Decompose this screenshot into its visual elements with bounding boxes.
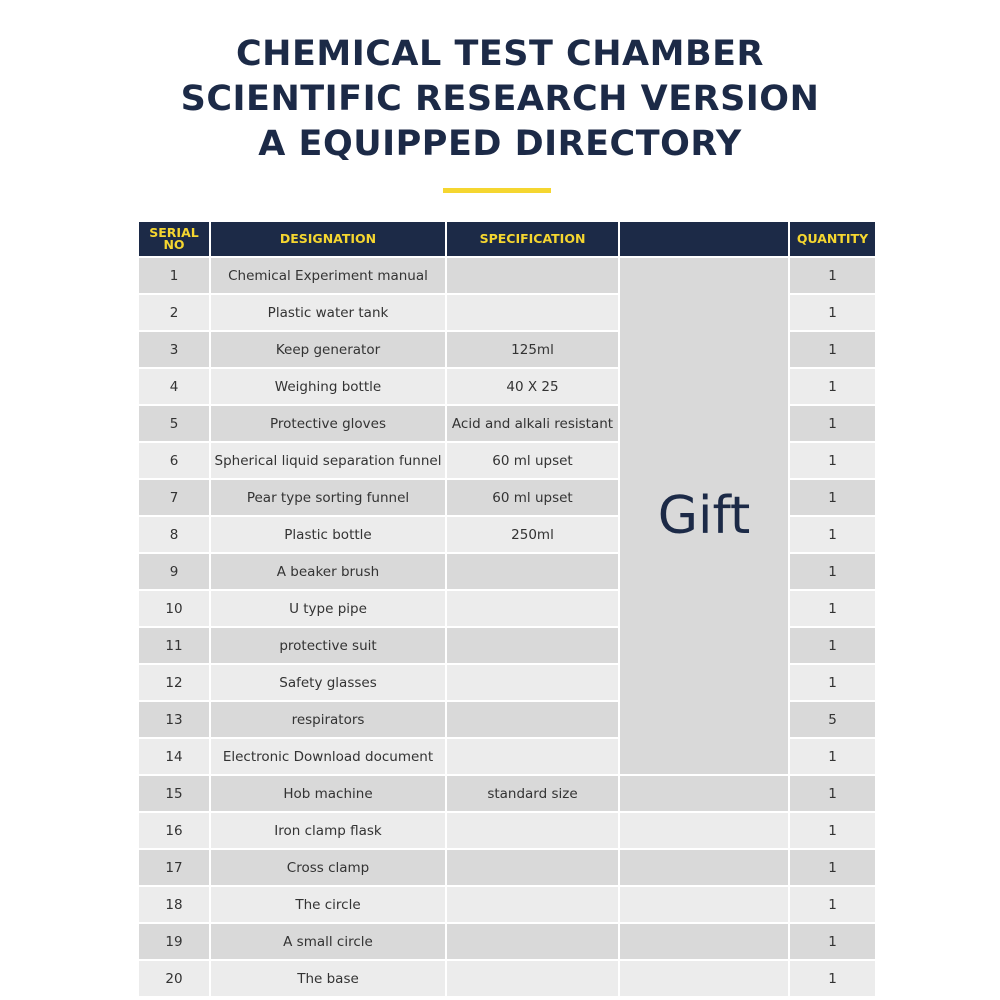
header-serial-line-2: NO — [163, 237, 185, 252]
designation-cell: Hob machine — [211, 776, 445, 811]
quantity-cell: 1 — [790, 887, 875, 922]
serial-cell: 15 — [139, 776, 209, 811]
serial-cell: 18 — [139, 887, 209, 922]
table-row — [139, 887, 875, 922]
table-header-row — [139, 222, 875, 256]
quantity-cell: 1 — [790, 591, 875, 626]
quantity-cell: 1 — [790, 406, 875, 441]
serial-cell: 6 — [139, 443, 209, 478]
table-row — [139, 813, 875, 848]
quantity-cell: 1 — [790, 554, 875, 589]
table-row — [139, 258, 875, 293]
designation-cell: Electronic Download document — [211, 739, 445, 774]
specification-cell: 40 X 25 — [447, 369, 618, 404]
serial-cell: 4 — [139, 369, 209, 404]
quantity-cell: 1 — [790, 517, 875, 552]
specification-cell — [447, 887, 618, 922]
specification-cell — [447, 554, 618, 589]
header-specification: SPECIFICATION — [447, 222, 618, 256]
serial-cell: 1 — [139, 258, 209, 293]
designation-cell: protective suit — [211, 628, 445, 663]
serial-cell: 2 — [139, 295, 209, 330]
designation-cell: respirators — [211, 702, 445, 737]
designation-cell: A small circle — [211, 924, 445, 959]
quantity-cell: 1 — [790, 850, 875, 885]
quantity-cell: 1 — [790, 332, 875, 367]
specification-cell: Acid and alkali resistant — [447, 406, 618, 441]
title-line-1: CHEMICAL TEST CHAMBER — [236, 34, 764, 74]
quantity-cell: 1 — [790, 924, 875, 959]
specification-cell: 60 ml upset — [447, 443, 618, 478]
serial-cell: 7 — [139, 480, 209, 515]
specification-cell: 125ml — [447, 332, 618, 367]
serial-cell: 16 — [139, 813, 209, 848]
table-row — [139, 924, 875, 959]
quantity-cell: 1 — [790, 443, 875, 478]
blank-cell — [620, 850, 788, 885]
designation-cell: The base — [211, 961, 445, 996]
header-blank — [620, 222, 788, 256]
blank-cell — [620, 776, 788, 811]
serial-cell: 11 — [139, 628, 209, 663]
gift-cell: Gift — [620, 258, 788, 774]
specification-cell — [447, 961, 618, 996]
serial-cell: 17 — [139, 850, 209, 885]
designation-cell: Spherical liquid separation funnel — [211, 443, 445, 478]
title-line-3: A EQUIPPED DIRECTORY — [258, 124, 742, 164]
serial-cell: 13 — [139, 702, 209, 737]
serial-cell: 5 — [139, 406, 209, 441]
quantity-cell: 1 — [790, 813, 875, 848]
serial-cell: 9 — [139, 554, 209, 589]
designation-cell: Chemical Experiment manual — [211, 258, 445, 293]
blank-cell — [620, 961, 788, 996]
designation-cell: Plastic bottle — [211, 517, 445, 552]
designation-cell: Keep generator — [211, 332, 445, 367]
designation-cell: Safety glasses — [211, 665, 445, 700]
specification-cell — [447, 813, 618, 848]
designation-cell: The circle — [211, 887, 445, 922]
quantity-cell: 1 — [790, 665, 875, 700]
designation-cell: Weighing bottle — [211, 369, 445, 404]
equipment-table — [137, 220, 877, 998]
designation-cell: Protective gloves — [211, 406, 445, 441]
specification-cell: standard size — [447, 776, 618, 811]
header-designation: DESIGNATION — [211, 222, 445, 256]
specification-cell — [447, 628, 618, 663]
blank-cell — [620, 924, 788, 959]
serial-cell: 14 — [139, 739, 209, 774]
serial-cell: 3 — [139, 332, 209, 367]
specification-cell — [447, 739, 618, 774]
serial-cell: 20 — [139, 961, 209, 996]
page-title — [0, 32, 1000, 167]
serial-cell: 19 — [139, 924, 209, 959]
title-underline — [443, 188, 551, 193]
header-serial-no — [139, 222, 209, 256]
table-row — [139, 961, 875, 996]
quantity-cell: 1 — [790, 258, 875, 293]
quantity-cell: 1 — [790, 776, 875, 811]
title-line-2: SCIENTIFIC RESEARCH VERSION — [180, 79, 820, 119]
specification-cell: 60 ml upset — [447, 480, 618, 515]
designation-cell: Pear type sorting funnel — [211, 480, 445, 515]
designation-cell: Iron clamp flask — [211, 813, 445, 848]
quantity-cell: 1 — [790, 961, 875, 996]
blank-cell — [620, 887, 788, 922]
designation-cell: U type pipe — [211, 591, 445, 626]
specification-cell — [447, 665, 618, 700]
header-quantity: QUANTITY — [790, 222, 875, 256]
header-serial-line-1: SERIAL — [149, 225, 199, 240]
quantity-cell: 1 — [790, 369, 875, 404]
quantity-cell: 1 — [790, 628, 875, 663]
blank-cell — [620, 813, 788, 848]
specification-cell — [447, 295, 618, 330]
table-row — [139, 776, 875, 811]
serial-cell: 12 — [139, 665, 209, 700]
specification-cell — [447, 702, 618, 737]
quantity-cell: 1 — [790, 480, 875, 515]
table-row — [139, 850, 875, 885]
serial-cell: 8 — [139, 517, 209, 552]
designation-cell: Cross clamp — [211, 850, 445, 885]
designation-cell: Plastic water tank — [211, 295, 445, 330]
quantity-cell: 1 — [790, 295, 875, 330]
specification-cell — [447, 591, 618, 626]
specification-cell: 250ml — [447, 517, 618, 552]
table-body — [139, 258, 875, 996]
serial-cell: 10 — [139, 591, 209, 626]
designation-cell: A beaker brush — [211, 554, 445, 589]
specification-cell — [447, 258, 618, 293]
quantity-cell: 5 — [790, 702, 875, 737]
specification-cell — [447, 850, 618, 885]
quantity-cell: 1 — [790, 739, 875, 774]
specification-cell — [447, 924, 618, 959]
